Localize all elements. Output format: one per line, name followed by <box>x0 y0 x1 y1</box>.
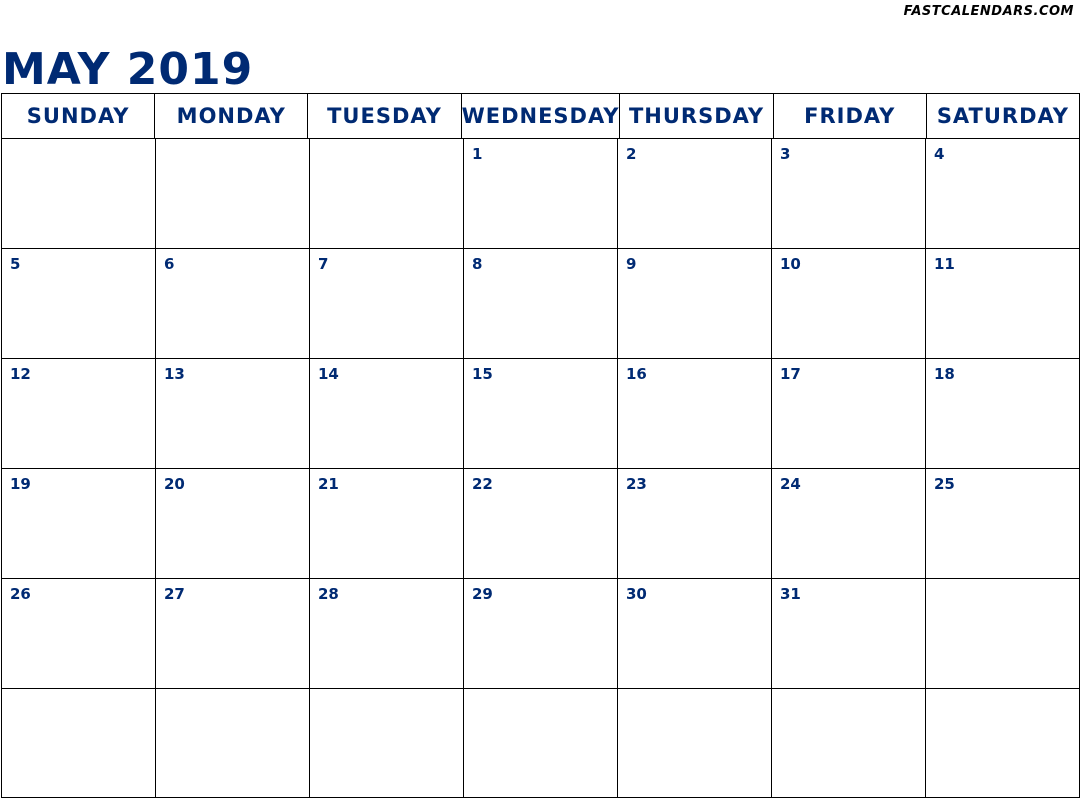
day-cell[interactable] <box>2 139 156 248</box>
day-cell[interactable] <box>310 469 464 578</box>
day-cell[interactable] <box>464 139 618 248</box>
week-row <box>2 469 1079 579</box>
day-cell[interactable] <box>464 689 618 797</box>
day-cell[interactable] <box>926 249 1079 358</box>
day-cell[interactable] <box>310 689 464 797</box>
day-cell[interactable] <box>2 249 156 358</box>
day-number: 20 <box>164 475 185 493</box>
weekday-thursday: THURSDAY <box>620 94 773 138</box>
day-cell[interactable] <box>618 689 772 797</box>
day-cell[interactable] <box>156 469 310 578</box>
weeks-container <box>2 139 1079 797</box>
day-cell[interactable] <box>464 579 618 688</box>
day-cell[interactable] <box>464 469 618 578</box>
calendar-grid <box>1 93 1080 798</box>
month-title: MAY 2019 <box>2 44 254 95</box>
day-cell[interactable] <box>156 139 310 248</box>
day-cell[interactable] <box>772 579 926 688</box>
day-number: 9 <box>626 255 637 273</box>
brand-watermark: FASTCALENDARS.COM <box>903 4 1074 19</box>
day-number: 12 <box>10 365 31 383</box>
day-number: 14 <box>318 365 339 383</box>
day-number: 8 <box>472 255 483 273</box>
day-cell[interactable] <box>618 249 772 358</box>
week-row <box>2 579 1079 689</box>
day-cell[interactable] <box>310 359 464 468</box>
weekday-wednesday: WEDNESDAY <box>462 94 621 138</box>
weekday-friday: FRIDAY <box>774 94 927 138</box>
day-cell[interactable] <box>2 689 156 797</box>
day-number: 5 <box>10 255 21 273</box>
day-number: 2 <box>626 145 637 163</box>
day-cell[interactable] <box>156 249 310 358</box>
day-number: 10 <box>780 255 801 273</box>
day-cell[interactable] <box>310 139 464 248</box>
weekday-monday: MONDAY <box>155 94 308 138</box>
day-cell[interactable] <box>926 359 1079 468</box>
weekday-saturday: SATURDAY <box>936 104 1069 128</box>
day-number: 15 <box>472 365 493 383</box>
week-row <box>2 139 1079 249</box>
weekday-header-row <box>2 94 1079 139</box>
day-cell[interactable] <box>156 359 310 468</box>
day-number: 30 <box>626 585 647 603</box>
day-number: 11 <box>934 255 955 273</box>
day-number: 21 <box>318 475 339 493</box>
day-cell[interactable] <box>926 689 1079 797</box>
day-cell[interactable] <box>2 469 156 578</box>
day-number: 4 <box>934 145 945 163</box>
day-number: 28 <box>318 585 339 603</box>
day-number: 16 <box>626 365 647 383</box>
day-number: 25 <box>934 475 955 493</box>
day-cell[interactable] <box>772 469 926 578</box>
day-number: 24 <box>780 475 801 493</box>
day-number: 13 <box>164 365 185 383</box>
day-cell[interactable] <box>772 359 926 468</box>
day-cell[interactable] <box>2 359 156 468</box>
day-number: 6 <box>164 255 175 273</box>
day-number: 23 <box>626 475 647 493</box>
day-cell[interactable] <box>926 139 1079 248</box>
day-cell[interactable] <box>310 579 464 688</box>
week-row <box>2 359 1079 469</box>
day-cell[interactable] <box>310 249 464 358</box>
day-number: 19 <box>10 475 31 493</box>
week-row <box>2 689 1079 797</box>
day-cell[interactable] <box>772 139 926 248</box>
weekday-tuesday: TUESDAY <box>308 94 461 138</box>
week-row <box>2 249 1079 359</box>
day-cell[interactable] <box>926 579 1079 688</box>
day-cell[interactable] <box>464 359 618 468</box>
day-cell[interactable] <box>464 249 618 358</box>
weekday-sunday: SUNDAY <box>2 94 155 138</box>
day-number: 17 <box>780 365 801 383</box>
day-cell[interactable] <box>618 359 772 468</box>
day-number: 18 <box>934 365 955 383</box>
day-cell[interactable] <box>156 579 310 688</box>
day-number: 27 <box>164 585 185 603</box>
day-cell[interactable] <box>618 469 772 578</box>
day-cell[interactable] <box>772 689 926 797</box>
day-cell[interactable] <box>156 689 310 797</box>
day-number: 31 <box>780 585 801 603</box>
day-number: 29 <box>472 585 493 603</box>
day-cell[interactable] <box>772 249 926 358</box>
day-number: 7 <box>318 255 329 273</box>
day-cell[interactable] <box>618 139 772 248</box>
day-cell[interactable] <box>2 579 156 688</box>
day-number: 1 <box>472 145 483 163</box>
day-cell[interactable] <box>926 469 1079 578</box>
day-number: 22 <box>472 475 493 493</box>
day-number: 26 <box>10 585 31 603</box>
day-cell[interactable] <box>618 579 772 688</box>
day-number: 3 <box>780 145 791 163</box>
